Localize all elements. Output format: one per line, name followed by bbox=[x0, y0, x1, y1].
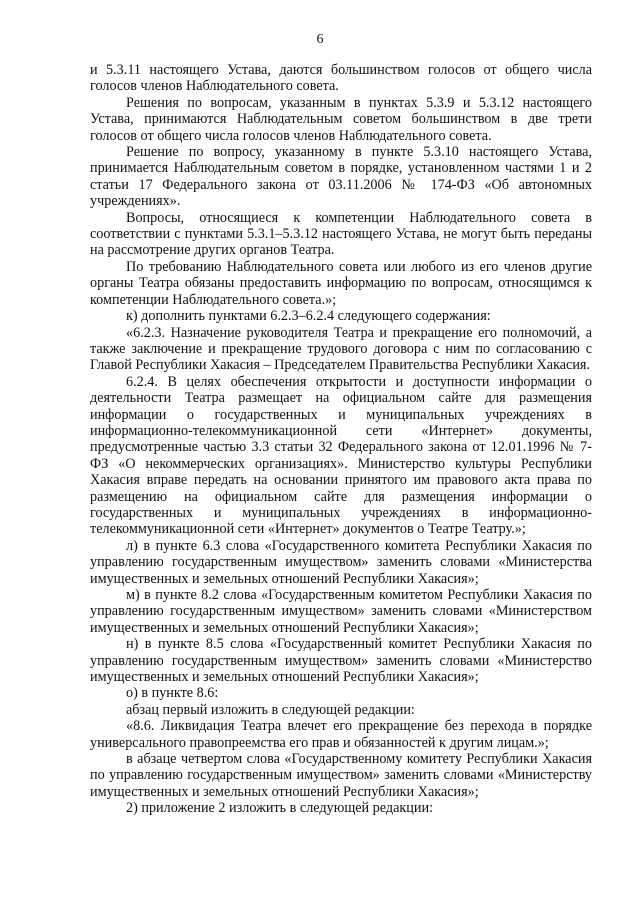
paragraph-6-2-4: 6.2.4. В целях обеспечения открытости и доступности информации о деятельности Театра размещает на официальном сайте для размещения информации о государственных и муниципальных учреждениях в информационно-телекоммуникационной сети «Интернет» документы, предусмотренные частью 3.3 статьи 32 Федерального закона от 12.01.1996 № 7-ФЗ «О некоммерческих организациях». Министерство культуры Республики Хакасия вправе передать на основании принятого им правового акта права по размещению на официальном сайте для размещения информации о государственных и муниципальных учреждениях в информационно-телекоммуникационной сети «Интернет» документов о Театре Театру.»; bbox=[90, 373, 592, 538]
page-number: 6 bbox=[316, 32, 324, 47]
paragraph-item-n: н) в пункте 8.5 слова «Государственный комитет Республики Хакасия по управлению государственным имуществом» заменить словами «Министерство имущественных и земельных отношений Республики Хакасия»; bbox=[90, 636, 592, 686]
paragraph-8-6: «8.6. Ликвидация Театра влечет его прекращение без перехода в порядке универсального правопреемства его прав и обязанностей к другим лицам.»; bbox=[90, 718, 592, 751]
paragraph-appendix-2: 2) приложение 2 изложить в следующей редакции: bbox=[126, 800, 434, 817]
paragraph-item-o: о) в пункте 8.6: bbox=[126, 685, 219, 702]
paragraph-item-l: л) в пункте 6.3 слова «Государственного комитета Республики Хакасия по управлению государственным имуществом» заменить словами «Министерства имущественных и земельных отношений Республики Хакасия»; bbox=[90, 537, 592, 587]
paragraph-competence-not-transferable: Вопросы, относящиеся к компетенции Наблюдательного совета в соответствии с пунктами 5.3.1–5.3.12 настоящего Устава, не могут быть переданы на рассмотрение других органов Театра. bbox=[90, 209, 592, 259]
paragraph-continuation: и 5.3.11 настоящего Устава, даются большинством голосов от общего числа голосов членов Наблюдательного совета. bbox=[90, 62, 592, 95]
paragraph-information-request: По требованию Наблюдательного совета или любого из его членов другие органы Театра обязаны предоставить информацию по вопросам, относящимся к компетенции Наблюдательного совета.»; bbox=[90, 258, 592, 308]
paragraph-item-k: к) дополнить пунктами 6.2.3–6.2.4 следующего содержания: bbox=[126, 308, 491, 325]
paragraph-fourth-abzac: в абзаце четвертом слова «Государственному комитету Республики Хакасия по управлению государственным имуществом» заменить словами «Министерству имущественных и земельных отношений Республики Хакасия»; bbox=[90, 751, 592, 800]
paragraph-6-2-3: «6.2.3. Назначение руководителя Театра и прекращение его полномочий, а также заключение и прекращение трудового договора с ним по согласованию с Главой Республики Хакасия – Председателем Правительства Республики Хакасия. bbox=[90, 324, 592, 374]
paragraph-first-abzac: абзац первый изложить в следующей редакции: bbox=[126, 701, 415, 718]
paragraph-decisions-two-thirds: Решения по вопросам, указанным в пунктах 5.3.9 и 5.3.12 настоящего Устава, принимаются Наблюдательным советом большинством в две трети голосов от общего числа голосов членов Наблюдательного совета. bbox=[90, 94, 592, 144]
document-body bbox=[90, 62, 592, 817]
paragraph-decision-5-3-10: Решение по вопросу, указанному в пункте 5.3.10 настоящего Устава, принимается Наблюдательным советом в порядке, установленном частями 1 и 2 статьи 17 Федерального закона от 03.11.2006 № 174-ФЗ «Об автономных учреждениях». bbox=[90, 144, 592, 210]
paragraph-item-m: м) в пункте 8.2 слова «Государственным комитетом Республики Хакасия по управлению государственным имуществом» заменить словами «Министерством имущественных и земельных отношений Республики Хакасия»; bbox=[90, 587, 592, 636]
